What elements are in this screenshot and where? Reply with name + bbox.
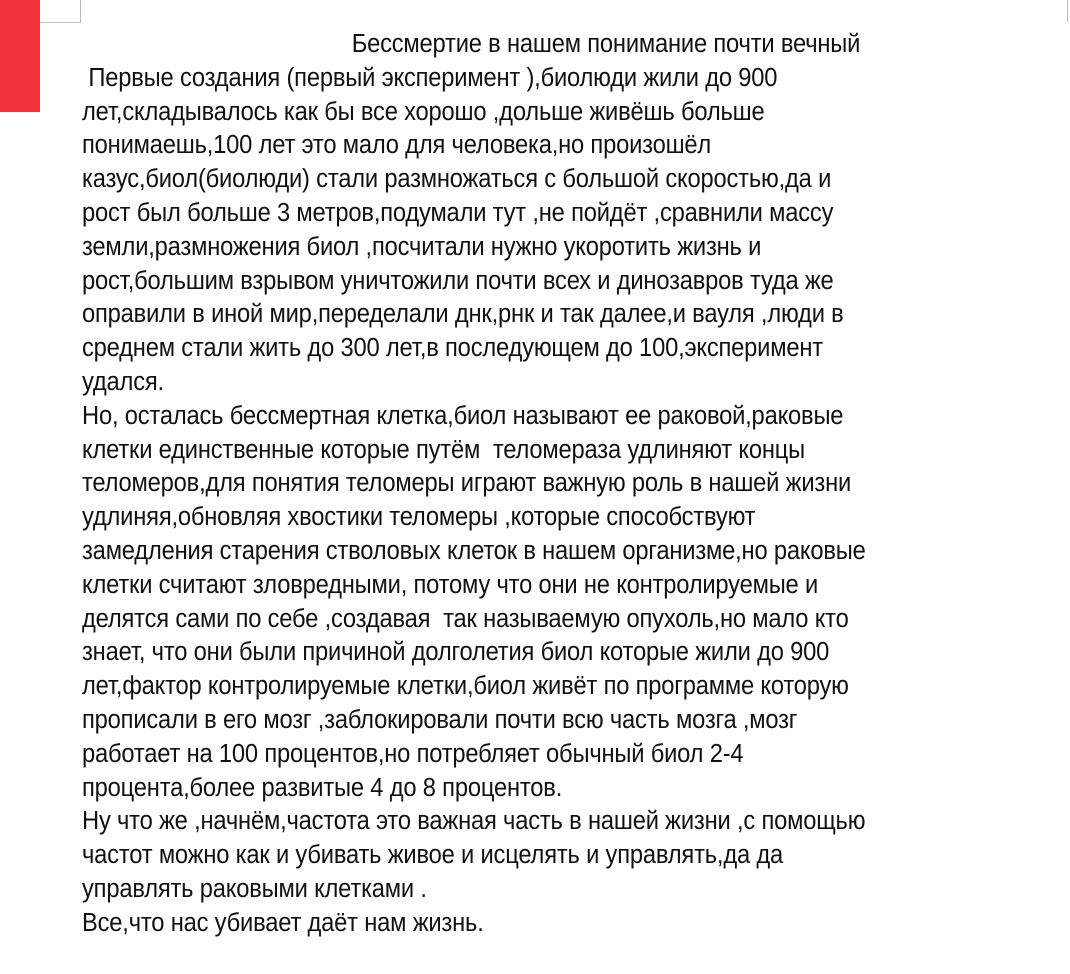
text-line: управлять раковыми клетками .	[82, 874, 427, 903]
page-corner-mark	[40, 22, 81, 23]
text-line: клетки считают зловредными, потому что они не контролируемые и	[82, 570, 819, 599]
text-line: Ну что же ,начнём,частота это важная часть в нашей жизни ,с помощью	[82, 807, 866, 836]
text-line: удался.	[82, 367, 164, 396]
text-line: прописали в его мозг ,заблокировали почти всю часть мозга ,мозг	[82, 705, 798, 734]
text-line: клетки единственные которые путём теломераза удлиняют концы	[82, 435, 805, 464]
text-line: Все,что нас убивает даёт нам жизнь.	[82, 908, 484, 937]
red-margin-bar	[0, 0, 40, 112]
text-line: рост был больше 3 метров,подумали тут ,не пойдёт ,сравнили массу	[82, 198, 834, 227]
text-line: знает, что они были причиной долголетия биол которые жили до 900	[82, 638, 830, 667]
text-line: лет,складывалось как бы все хорошо ,дольше живёшь больше	[82, 97, 765, 126]
text-line: понимаешь,100 лет это мало для человека,но произошёл	[82, 131, 712, 160]
text-line: среднем стали жить до 300 лет,в последующем до 100,эксперимент	[82, 334, 823, 363]
text-line: замедления старения стволовых клеток в нашем организме,но раковые	[82, 536, 866, 565]
text-line: работает на 100 процентов,но потребляет обычный биол 2-4	[82, 739, 744, 768]
page-corner-mark	[1067, 0, 1068, 22]
text-line: Первые создания (первый эксперимент ),биолюди жили до 900	[82, 63, 778, 92]
page-corner-mark	[80, 0, 81, 22]
text-line: процента,более развитые 4 до 8 процентов.	[82, 773, 563, 802]
text-line: делятся сами по себе ,создавая так называемую опухоль,но мало кто	[82, 604, 849, 633]
text-line: Но, осталась бессмертная клетка,биол называют ее раковой,раковые	[82, 401, 844, 430]
text-line: удлиняя,обновляя хвостики теломеры ,которые способствуют	[82, 503, 756, 532]
text-line: теломеров,для понятия теломеры играют важную роль в нашей жизни	[82, 469, 852, 498]
text-line: лет,фактор контролируемые клетки,биол живёт по программе которую	[82, 672, 849, 701]
document-body[interactable]	[82, 28, 1067, 941]
text-line: оправили в иной мир,переделали днк,рнк и так далее,и вауля ,люди в	[82, 300, 844, 329]
document-title: Бессмертие в нашем понимание почти вечный	[351, 30, 861, 58]
text-line: рост,большим взрывом уничтожили почти всех и динозавров туда же	[82, 266, 834, 295]
text-line: частот можно как и убивать живое и исцелять и управлять,да да	[82, 841, 784, 870]
text-line: казус,биол(биолюди) стали размножаться с большой скоростью,да и	[82, 165, 832, 194]
text-line: земли,размножения биол ,посчитали нужно укоротить жизнь и	[82, 232, 762, 261]
